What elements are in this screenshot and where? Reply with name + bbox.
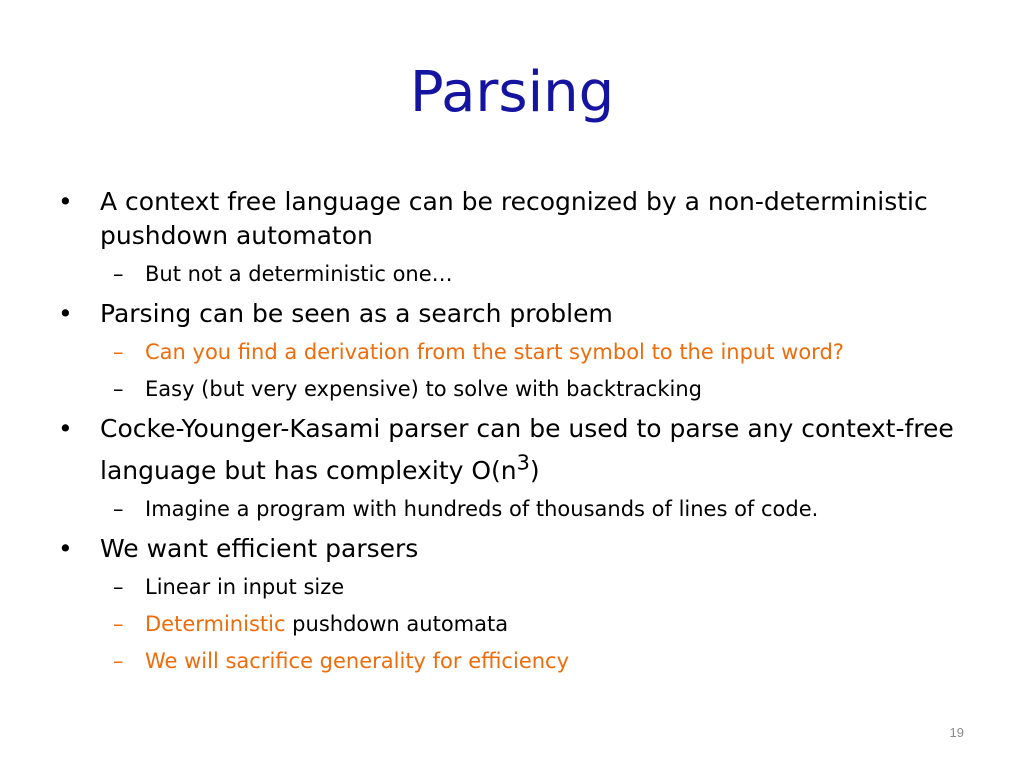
slide-number: 19: [949, 725, 964, 740]
bullet-marker: •: [58, 299, 73, 328]
sub-bullet-text: [145, 612, 508, 636]
dash-marker: –: [113, 377, 124, 401]
sub-bullet-text: Linear in input size: [145, 575, 345, 600]
exponent: 3: [516, 451, 530, 475]
dash-marker: –: [113, 649, 124, 674]
slide-content: [56, 185, 976, 684]
bullet-item: [56, 532, 976, 566]
bullet-marker: •: [58, 187, 73, 216]
slide-title: Parsing: [409, 60, 615, 125]
bullet-text: Parsing can be seen as a search problem: [100, 299, 613, 328]
bullet-text: [100, 414, 954, 485]
bullet-marker: •: [58, 414, 73, 443]
cyk-text: Cocke-Younger-Kasami parser can be used to parse any context-free language but has complexity O(n: [100, 414, 954, 486]
bullet-item: [56, 297, 976, 331]
sub-bullet-text: Easy (but very expensive) to solve with backtracking: [145, 377, 702, 401]
sub-bullet-item: [56, 573, 976, 601]
cyk-text-end: ): [529, 456, 540, 486]
sub-bullet-item: [56, 610, 976, 638]
sub-bullet-text: Imagine a program with hundreds of thousands of lines of code.: [145, 497, 819, 522]
bullet-item: [56, 185, 976, 253]
sub-bullet-text: But not a deterministic one…: [145, 262, 453, 286]
bullet-item: [56, 412, 976, 488]
sub-bullet-text: Can you find a derivation from the start symbol to the input word?: [145, 340, 844, 364]
sub-bullet-rest: pushdown automata: [285, 612, 509, 637]
sub-bullet-text: We will sacrifice generality for efficiency: [145, 649, 570, 674]
dash-marker: –: [113, 497, 124, 522]
dash-marker: –: [113, 262, 124, 286]
sub-bullet-item: [56, 495, 976, 523]
dash-marker: –: [113, 575, 124, 600]
highlight-word: Deterministic: [145, 612, 286, 637]
sub-bullet-item: [56, 338, 976, 366]
sub-bullet-item: [56, 260, 976, 288]
bullet-marker: •: [58, 534, 73, 564]
bullet-text: We want efficient parsers: [100, 534, 419, 564]
sub-bullet-item: [56, 375, 976, 403]
dash-marker: –: [113, 612, 124, 637]
sub-bullet-item: [56, 647, 976, 675]
dash-marker: –: [113, 340, 124, 364]
bullet-text: A context free language can be recognized by a non-deterministic pushdown automaton: [100, 187, 928, 250]
